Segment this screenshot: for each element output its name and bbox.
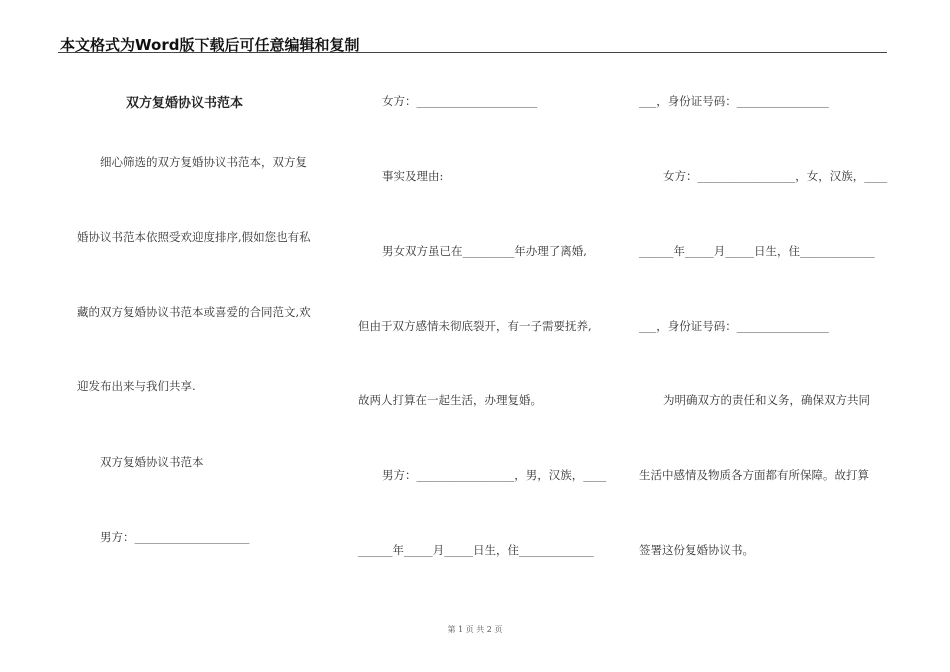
col1-line-3: 藏的双方复婚协议书范本或喜爱的合同范文,欢	[77, 305, 311, 319]
col3-line-4: ___，身份证号码：________________	[639, 319, 829, 333]
col2-line-2: 事实及理由:	[382, 169, 444, 183]
col2-line-6: 男方：_________________，男，汉族，____	[382, 468, 607, 482]
col2-line-4: 但由于双方感情未彻底裂开，有一子需要抚养,	[358, 319, 592, 333]
col2-line-3: 男女双方虽已在_________年办理了离婚,	[382, 244, 587, 258]
col2-line-1: 女方：_____________________	[382, 94, 538, 108]
col1-line-1: 细心筛选的双方复婚协议书范本，双方复	[100, 155, 307, 169]
doc-title: 双方复婚协议书范本	[126, 96, 244, 111]
header-rule	[58, 52, 887, 53]
col1-line-6: 男方：____________________	[100, 530, 250, 544]
col3-line-5: 为明确双方的责任和义务，确保双方共同	[663, 393, 870, 407]
col2-line-7: ______年_____月_____日生，住_____________	[358, 543, 594, 557]
col1-line-4: 迎发布出来与我们共享.	[77, 379, 196, 393]
document-header: 本文格式为Word版下载后可任意编辑和复制	[60, 36, 360, 54]
col2-line-5: 故两人打算在一起生活，办理复婚。	[358, 393, 542, 407]
col3-line-1: ___，身份证号码：________________	[639, 94, 829, 108]
page-number: 第 1 页 共 2 页	[447, 625, 503, 634]
col1-line-5: 双方复婚协议书范本	[100, 455, 204, 469]
col1-line-2: 婚协议书范本依照受欢迎度排序,假如您也有私	[77, 230, 311, 244]
col3-line-3: ______年_____月_____日生，住_____________	[639, 244, 875, 258]
col3-line-6: 生活中感情及物质各方面都有所保障。故打算	[639, 468, 869, 482]
col3-line-7: 签署这份复婚协议书。	[639, 543, 754, 557]
col3-line-2: 女方：_________________，女，汉族，____	[663, 169, 888, 183]
